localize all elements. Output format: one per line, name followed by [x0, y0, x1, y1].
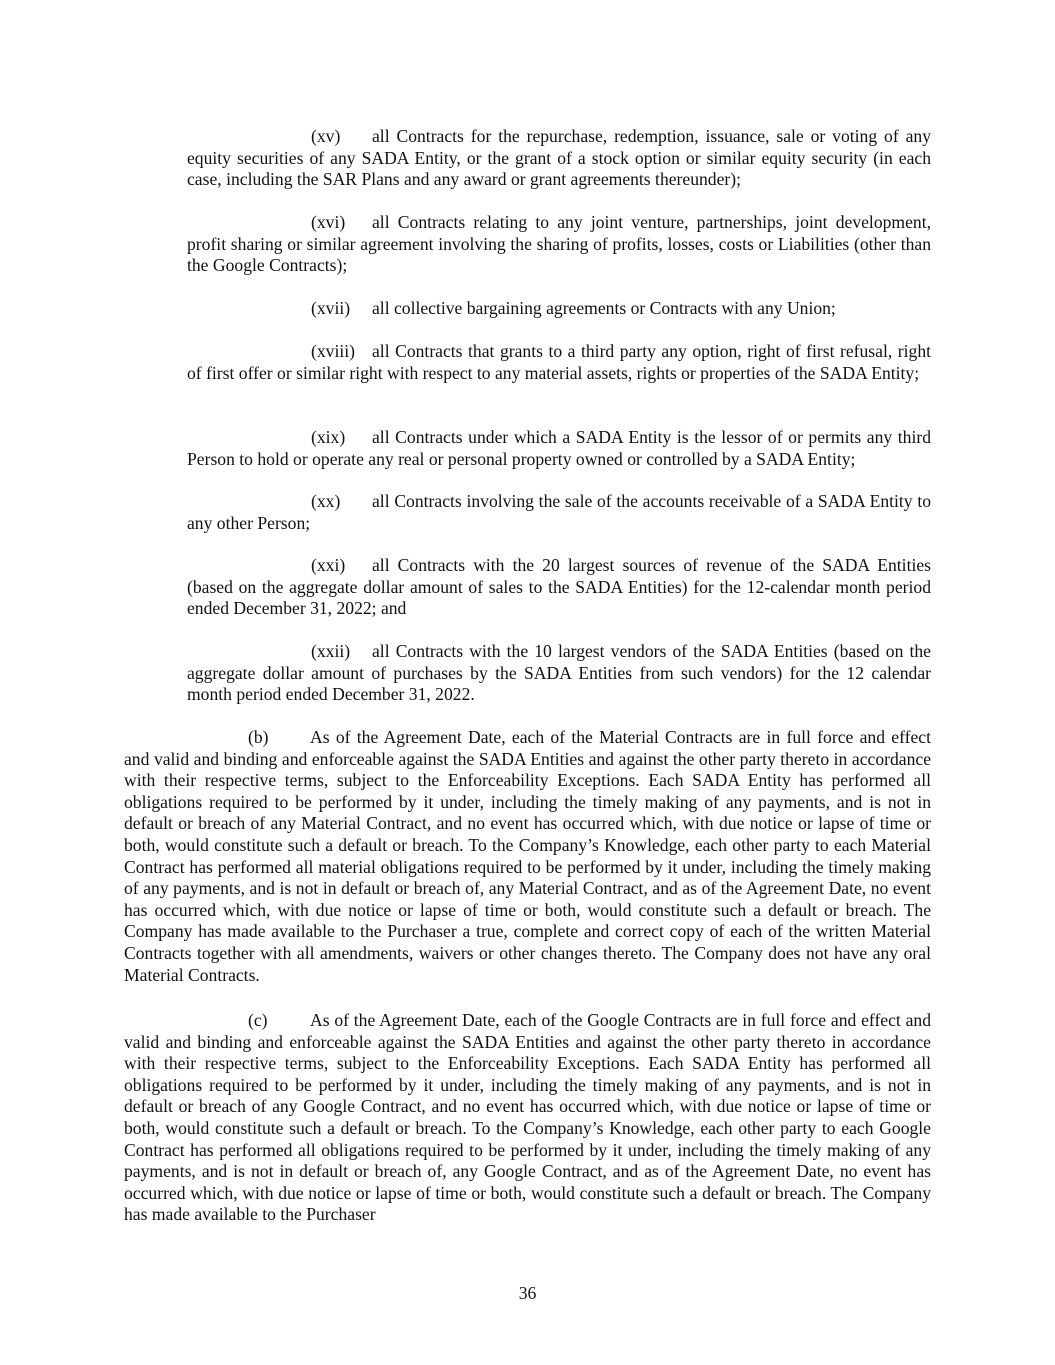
subclause-text: all Contracts relating to any joint venture, partnerships, joint development, profit sharing or similar agreement involving the sharing of profits, losses, costs or Liabilities (other than the Google Contracts); — [187, 212, 931, 276]
section-text: As of the Agreement Date, each of the Material Contracts are in full force and effect and valid and binding and enforceable against the SADA Entities and against the other party thereto in accordance with their respective terms, subject to the Enforceability Exceptions. Each SADA Entity has performed all obligations required to be performed by it under, including the timely making of any payments, and is not in default or breach of any Material Contract, and no event has occurred which, with due notice or lapse of time or both, would constitute such a default or breach. To the Company’s Knowledge, each other party to each Material Contract has performed all material obligations required to be performed by it under, including the timely making of any payments, and is not in default or breach of, any Material Contract, and as of the Agreement Date, no event has occurred which, with due notice or lapse of time or both, would constitute such a default or breach. The Company has made available to the Purchaser a true, complete and correct copy of each of the written Material Contracts together with all amendments, waivers or other changes thereto. The Company does not have any oral Material Contracts. — [124, 727, 931, 985]
subclause-xvi — [187, 212, 931, 277]
subclause-xx — [187, 491, 931, 534]
section-b — [124, 727, 931, 986]
section-c — [124, 1010, 931, 1226]
subclause-text: all Contracts with the 10 largest vendors of the SADA Entities (based on the aggregate dollar amount of purchases by the SADA Entities from such vendors) for the 12 calendar month period ended December 31, 2022. — [187, 641, 931, 705]
subclause-xxii — [187, 641, 931, 706]
subclause-text: all Contracts involving the sale of the accounts receivable of a SADA Entity to any other Person; — [187, 491, 931, 533]
subclause-label: (xxii) — [311, 641, 351, 661]
subclause-label: (xv) — [311, 126, 341, 146]
section-label: (c) — [248, 1010, 268, 1030]
subclause-label: (xvii) — [311, 298, 351, 318]
section-text: As of the Agreement Date, each of the Google Contracts are in full force and effect and valid and binding and enforceable against the SADA Entities and against the other party thereto in accordance with their respective terms, subject to the Enforceability Exceptions. Each SADA Entity has performed all obligations required to be performed by it under, including the timely making of any payments, and is not in default or breach of any Google Contract, and no event has occurred which, with due notice or lapse of time or both, would constitute such a default or breach. To the Company’s Knowledge, each other party to each Google Contract has performed all obligations required to be performed by it under, including the timely making of any payments, and is not in default or breach of, any Google Contract, and as of the Agreement Date, no event has occurred which, with due notice or lapse of time or both, would constitute such a default or breach. The Company has made available to the Purchaser — [124, 1010, 931, 1225]
subclause-label: (xxi) — [311, 555, 346, 575]
subclause-text: all Contracts under which a SADA Entity is the lessor of or permits any third Person to hold or operate any real or personal property owned or controlled by a SADA Entity; — [187, 427, 931, 469]
page-number: 36 — [518, 1283, 537, 1303]
subclause-label: (xvi) — [311, 212, 346, 232]
subclause-label: (xix) — [311, 427, 346, 447]
subclause-xvii — [187, 298, 931, 320]
subclause-text: all Contracts with the 20 largest sources of revenue of the SADA Entities (based on the aggregate dollar amount of sales to the SADA Entities) for the 12-calendar month period ended December 31, 2022; and — [187, 555, 931, 619]
subclause-text: all Contracts that grants to a third party any option, right of first refusal, right of first offer or similar right with respect to any material assets, rights or properties of the SADA Entity; — [187, 341, 931, 383]
subclause-text: all Contracts for the repurchase, redemption, issuance, sale or voting of any equity securities of any SADA Entity, or the grant of a stock option or similar equity security (in each case, including the SAR Plans and any award or grant agreements thereunder); — [187, 126, 931, 190]
subclause-xviii — [187, 341, 931, 384]
subclause-xv — [187, 126, 931, 191]
subclause-text: all collective bargaining agreements or Contracts with any Union; — [372, 298, 836, 318]
subclause-xxi — [187, 555, 931, 620]
subclause-label: (xx) — [311, 491, 341, 511]
section-label: (b) — [248, 727, 269, 747]
subclause-label: (xviii) — [311, 341, 355, 361]
subclause-xix — [187, 427, 931, 470]
